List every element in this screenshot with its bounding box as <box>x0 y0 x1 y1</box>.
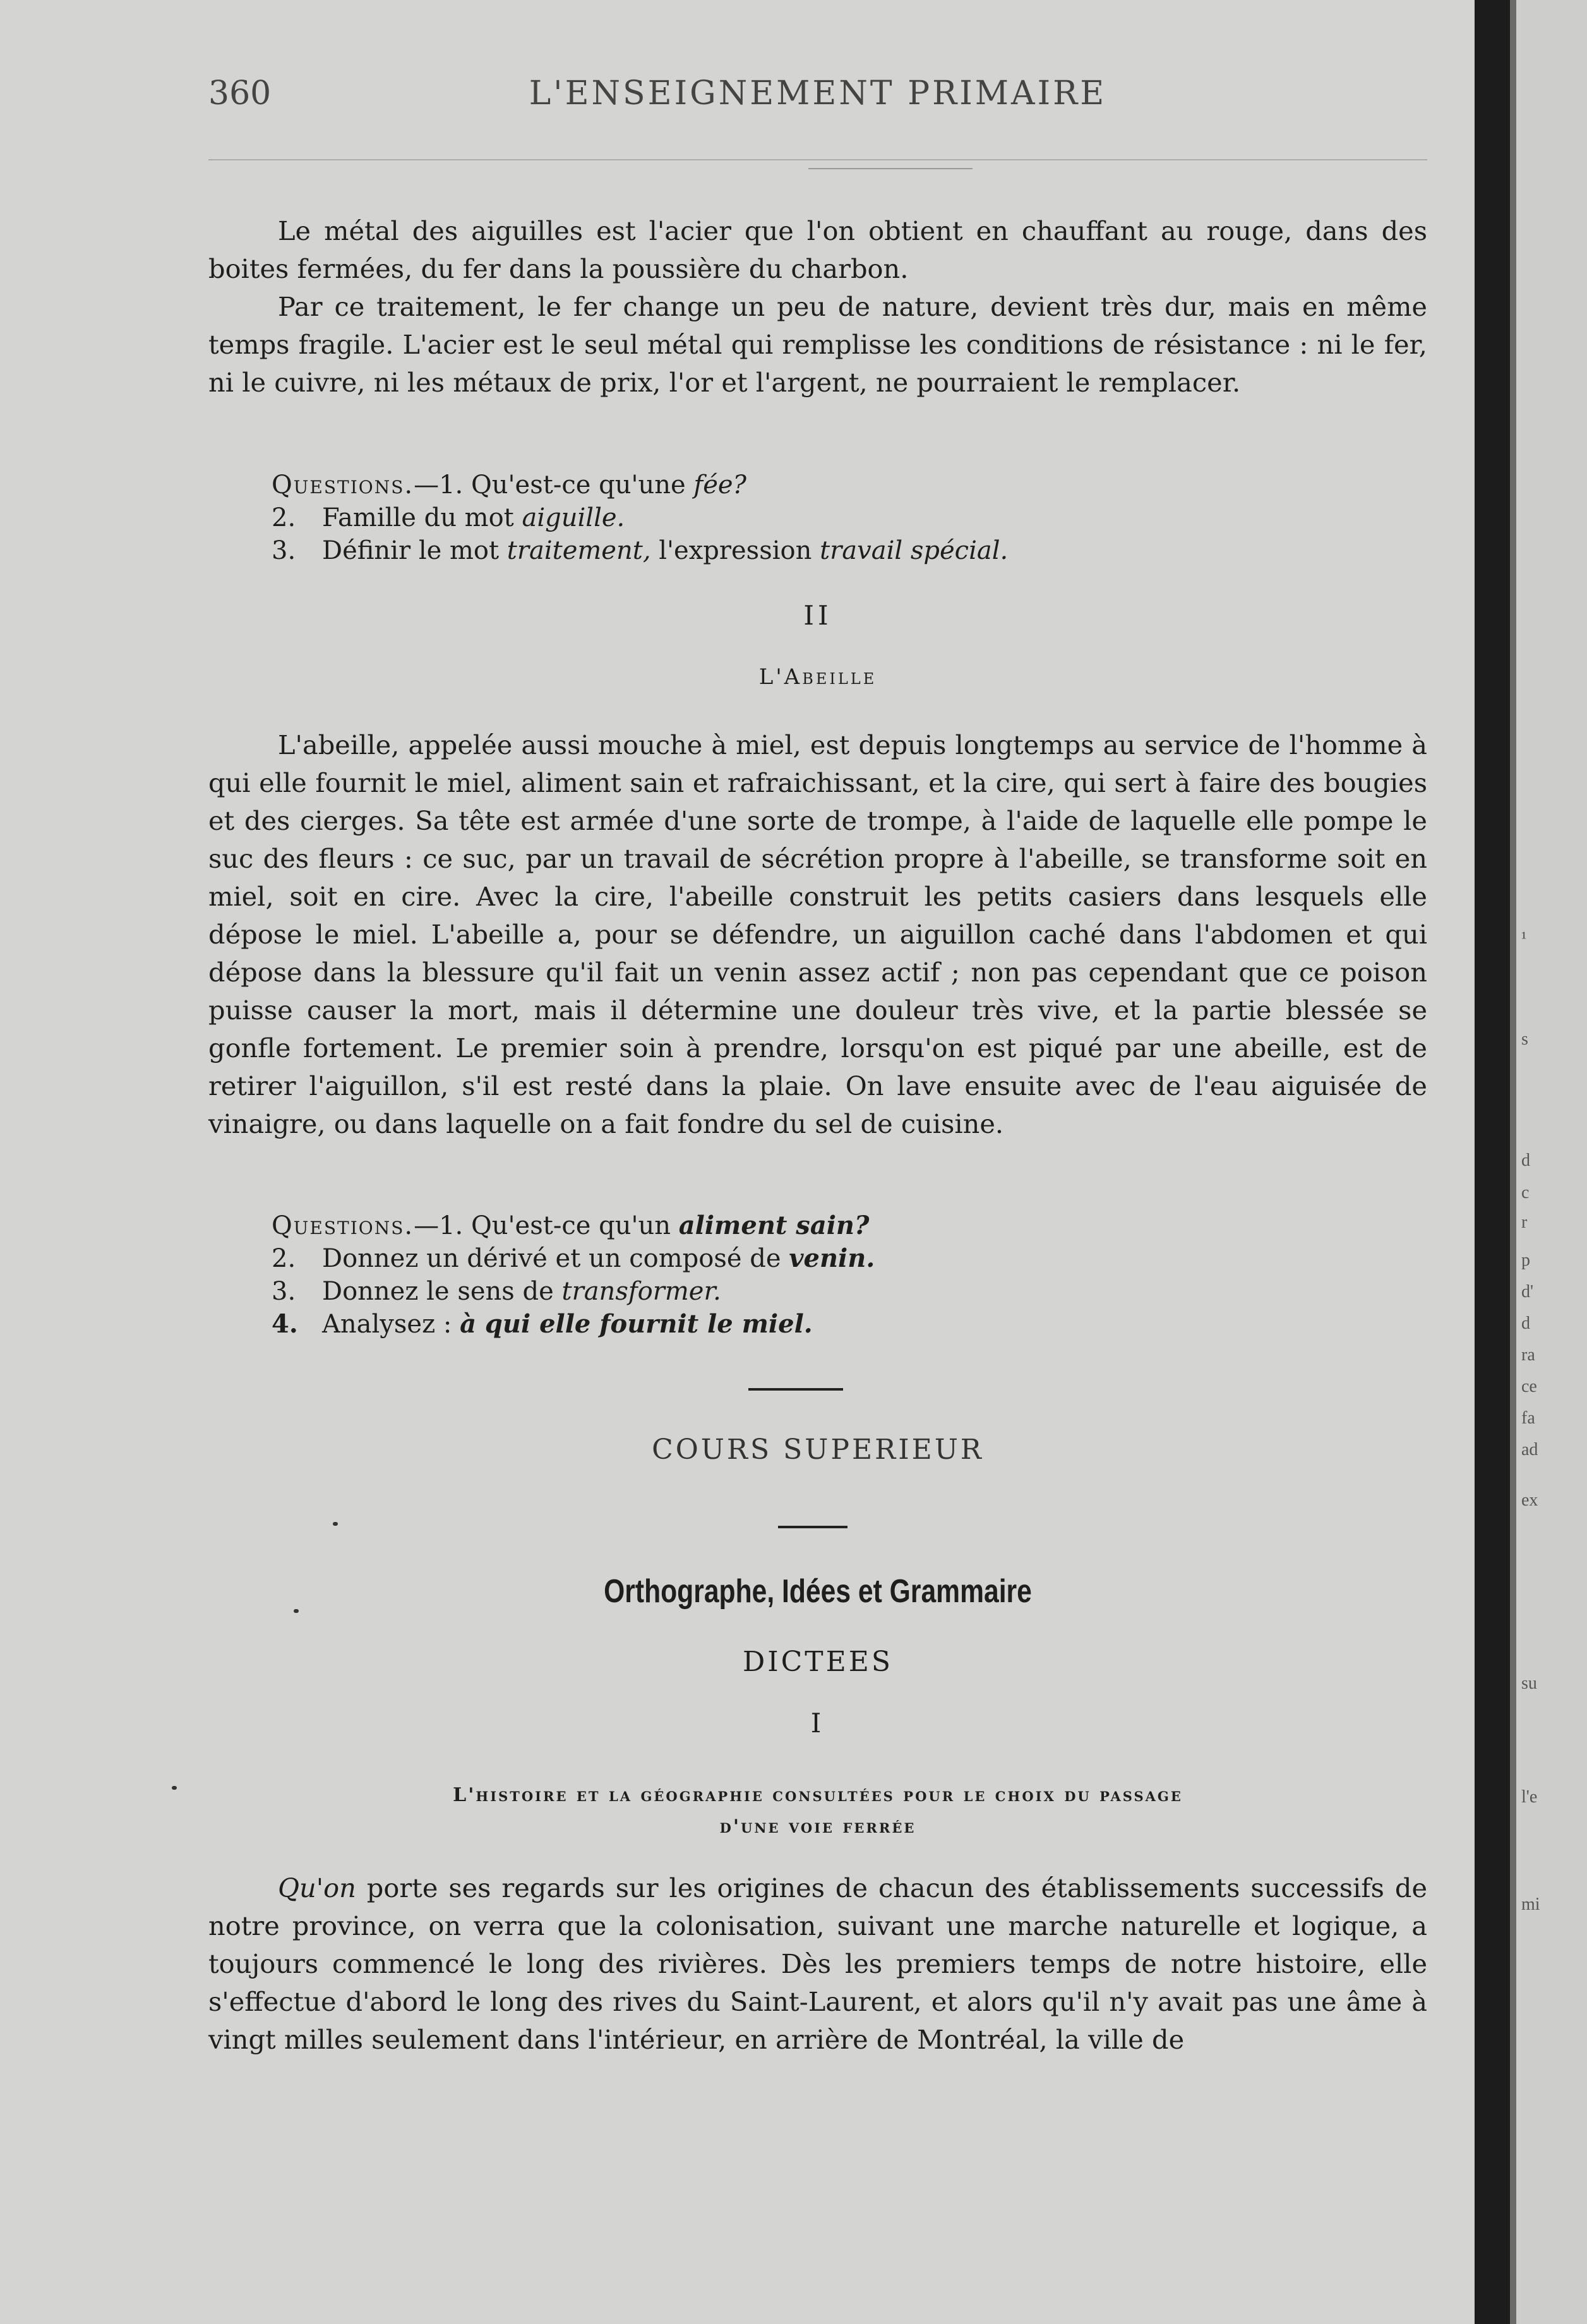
dictee-numeral-i: I <box>810 1708 825 1739</box>
adjacent-text-fragment: ce <box>1521 1377 1537 1396</box>
adjacent-text-fragment: c <box>1521 1183 1530 1202</box>
question-item: Questions.—1. Qu'est-ce qu'une fée? <box>272 470 746 500</box>
adjacent-text-fragment: r <box>1521 1213 1528 1232</box>
questions-label: Questions. <box>272 1211 414 1240</box>
adjacent-text-fragment: mi <box>1521 1895 1540 1914</box>
print-speck <box>172 1786 177 1790</box>
abeille-passage <box>208 726 1427 1143</box>
subject-title: Orthographe, Idées et Grammaire <box>604 1573 1032 1610</box>
print-speck <box>294 1609 299 1613</box>
adjacent-text-fragment: fa <box>1521 1408 1535 1428</box>
steel-paragraph-2: Par ce traitement, le fer change un peu de nature, devient très dur, mais en même temps fragile. L'acier est le seul métal qui remplisse les conditions de résistance : ni le fer, ni le cuivre, ni les métaux de prix, l'or et l'argent, ne pourraient le remplacer. <box>208 291 1427 398</box>
adjacent-text-fragment: d' <box>1521 1282 1534 1302</box>
adjacent-text-fragment: ad <box>1521 1440 1538 1459</box>
gutter-edge <box>1510 0 1516 2324</box>
section-title-abeille: L'Abeille <box>758 664 877 690</box>
adjacent-text-fragment: ¹ <box>1521 928 1527 948</box>
questions-block-1 <box>272 469 1427 567</box>
adjacent-text-fragment: su <box>1521 1674 1537 1693</box>
dictee-passage <box>208 1869 1427 2059</box>
question-item: 2. Famille du mot aiguille. <box>272 503 625 532</box>
abeille-paragraph: L'abeille, appelée aussi mouche à miel, est depuis longtemps au service de l'homme à qui elle fournit le miel, aliment sain et rafraichissant, et la cire, qui sert à faire des bougies et des cierges. Sa tête est armée d'une sorte de trompe, à l'aide de laquelle elle pompe le suc des fleurs : ce suc, par un travail de sécrétion propre à l'abeille, se transforme soit en miel, soit en cire. Avec la cire, l'abeille construit les petits casiers dans lesquels elle dépose le miel. L'abeille a, pour se défendre, un aiguillon caché dans l'abdomen et qui dépose dans la blessure qu'il fait un venin assez actif ; non pas cependant que ce poison puisse causer la mort, mais il détermine une douleur très vive, et la partie blessée se gonfle fortement. Le premier soin à prendre, lorsqu'on est piqué par une abeille, est de retirer l'aiguillon, s'il est resté dans la plaie. On lave ensuite avec de l'eau aiguisée de vinaigre, ou dans laquelle on a fait fondre du sel de cuisine. <box>208 729 1427 1139</box>
question-item: 2. Donnez un dérivé et un composé de venin. <box>272 1243 875 1273</box>
section-divider <box>778 1526 847 1528</box>
page-number: 360 <box>208 75 272 112</box>
questions-block-2 <box>272 1209 1427 1341</box>
running-head <box>208 75 1427 125</box>
adjacent-text-fragment: d <box>1521 1314 1530 1333</box>
adjacent-text-fragment: l'e <box>1521 1787 1538 1807</box>
adjacent-text-fragment: s <box>1521 1029 1528 1049</box>
question-item: 3. Définir le mot traitement, l'expression travail spécial. <box>272 536 1009 565</box>
adjacent-text-fragment: ra <box>1521 1345 1535 1365</box>
question-item: Questions.—1. Qu'est-ce qu'un aliment sain? <box>272 1211 870 1240</box>
adjacent-text-fragment: ex <box>1521 1490 1538 1510</box>
adjacent-page-fragment <box>1516 0 1587 2324</box>
steel-passage <box>208 212 1427 402</box>
passage-title: L'histoire et la géographie consultées pour le choix du passage d'une voie ferrée <box>453 1784 1183 1838</box>
journal-title: L'ENSEIGNEMENT PRIMAIRE <box>529 75 1107 112</box>
adjacent-text-fragment: d <box>1521 1151 1530 1170</box>
header-rule <box>208 159 1427 160</box>
steel-paragraph-1: Le métal des aiguilles est l'acier que l'on obtient en chauffant au rouge, dans des boites fermées, du fer dans la poussière du charbon. <box>208 215 1427 284</box>
dictee-paragraph: Qu'on porte ses regards sur les origines de chacun des établissements successifs de notre province, on verra que la colonisation, suivant une marche naturelle et logique, a toujours commencé le long des rivières. Dès les premiers temps de notre histoire, elle s'effectue d'abord le long des rives du Saint-Laurent, et alors qu'il n'y avait pas une âme à vingt milles seulement dans l'intérieur, en arrière de Montréal, la ville de <box>208 1872 1427 2055</box>
book-gutter <box>1475 0 1510 2324</box>
cours-superieur-heading: COURS SUPERIEUR <box>652 1434 984 1466</box>
question-item: 4. Analysez : à qui elle fournit le miel. <box>272 1309 813 1339</box>
questions-label: Questions. <box>272 470 414 500</box>
section-divider <box>748 1388 843 1391</box>
adjacent-text-fragment: p <box>1521 1250 1530 1270</box>
header-rule-accent <box>808 168 973 169</box>
print-speck <box>333 1522 338 1526</box>
dictees-heading: DICTEES <box>742 1646 894 1678</box>
question-item: 3. Donnez le sens de transformer. <box>272 1277 721 1306</box>
section-numeral-ii: II <box>803 600 832 631</box>
